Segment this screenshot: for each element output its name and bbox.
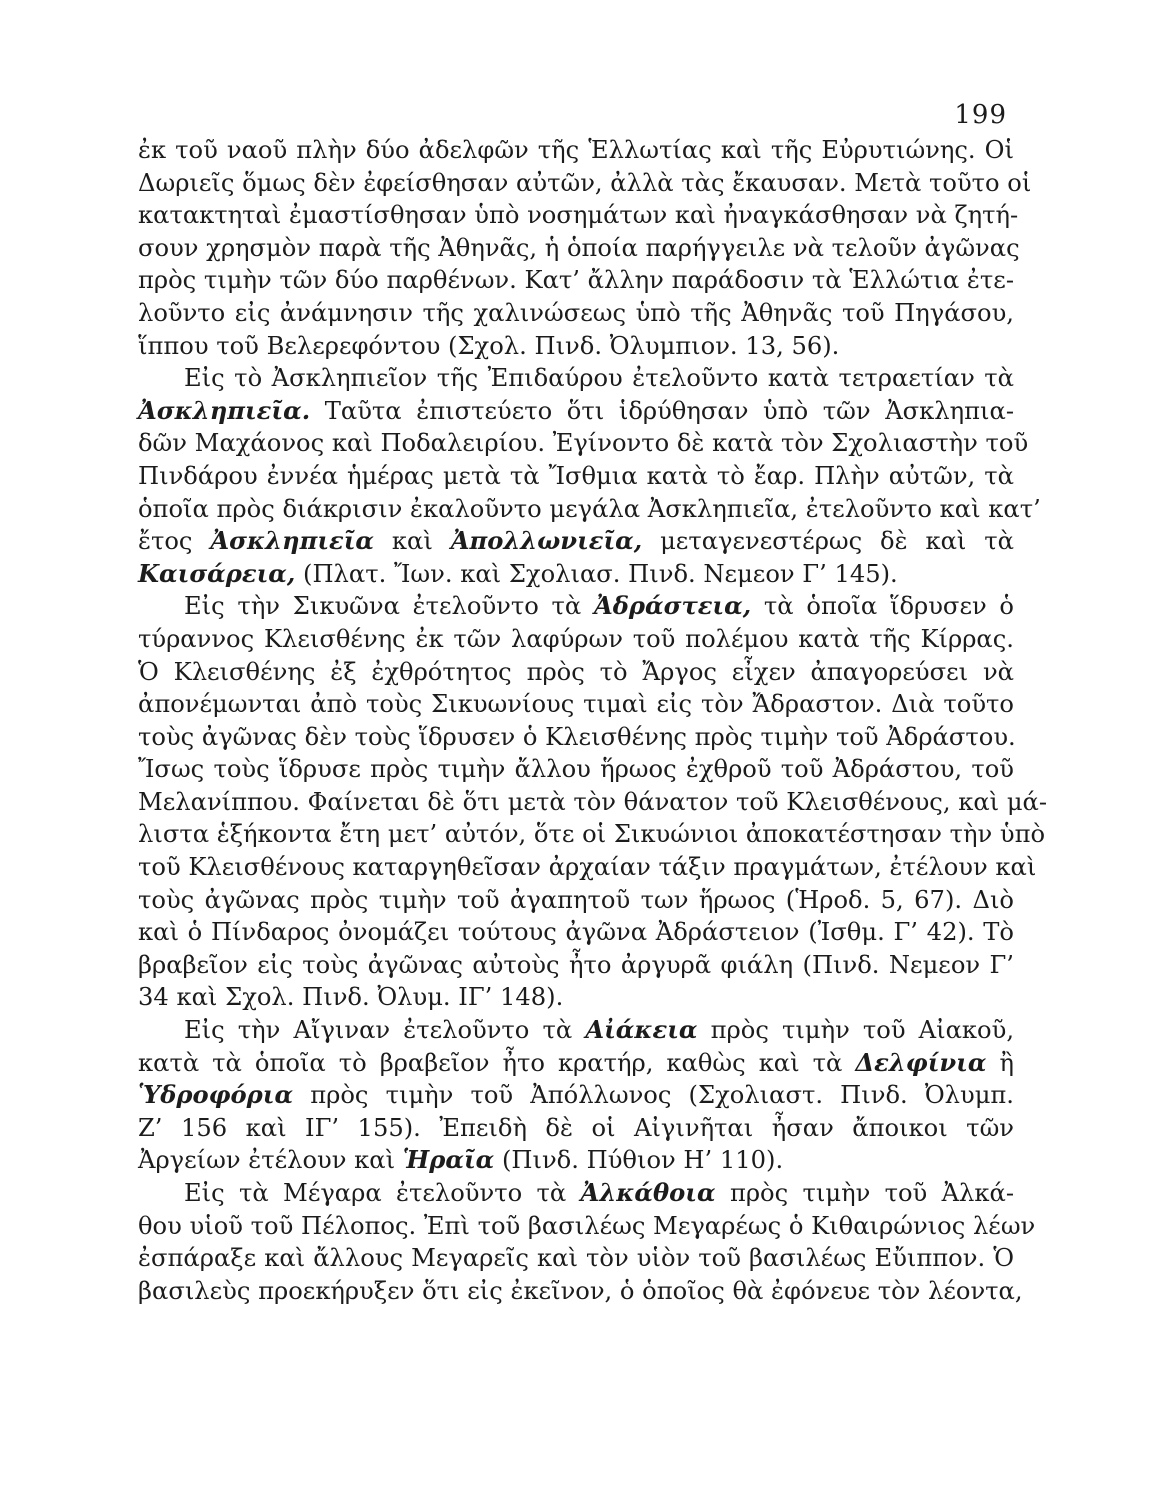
text-line <box>138 427 1029 460</box>
text-line <box>138 1144 1014 1177</box>
text-line <box>138 688 1014 721</box>
text-segment: ἀπονέμωνται ἀπὸ τοὺς Σικυωνίους τιμαὶ εἰς τὸν Ἄδραστον. Διὰ τοῦτο <box>138 690 1014 719</box>
text-segment: Δωριεῖς ὅμως δὲν ἐφείσθησαν αὐτῶν, ἀλλὰ τὰς ἔκαυσαν. Μετὰ τοῦτο οἱ <box>138 168 1032 197</box>
text-segment: Εἰς τὸ Ἀσκληπιεῖον τῆς Ἐπιδαύρου ἐτελοῦντο κατὰ τετραετίαν τὰ <box>184 364 1014 393</box>
text-line <box>138 949 1014 982</box>
text-segment: ἢ <box>986 1048 1014 1077</box>
emphasized-term: Αἰάκεια <box>585 1015 698 1045</box>
text-line <box>138 558 1014 591</box>
text-line <box>138 851 1037 884</box>
emphasized-term: Ἀπολλωνιεῖα, <box>450 526 643 556</box>
text-line <box>138 1210 1036 1243</box>
text-segment: ὁποῖα πρὸς διάκρισιν ἐκαλοῦντο μεγάλα Ἀσκληπιεῖα, ἐτελοῦντο καὶ κατ’ <box>138 494 1041 523</box>
text-segment: Εἰς τὴν Αἴγιναν ἐτελοῦντο τὰ <box>184 1016 586 1045</box>
emphasized-term: Ἀδράστεια, <box>594 591 752 621</box>
text-line <box>138 1047 1014 1080</box>
text-segment: πρὸς τιμὴν τοῦ Ἀπόλλωνος (Σχολιαστ. Πινδ. Ὀλυμπ. <box>293 1081 1014 1110</box>
text-line <box>138 1079 1014 1112</box>
text-segment: Εἰς τὰ Μέγαρα ἐτελοῦντο τὰ <box>184 1179 581 1207</box>
text-segment: Ἀργείων ἐτέλουν καὶ <box>138 1146 403 1175</box>
text-segment: πρὸς τιμὴν τοῦ Αἰακοῦ, <box>697 1016 1015 1045</box>
text-line <box>138 199 1019 232</box>
text-line <box>138 460 1014 493</box>
text-segment: τὰ ὁποῖα ἵδρυσεν ὁ <box>751 592 1014 621</box>
text-segment: Πινδάρου ἐννέα ἡμέρας μετὰ τὰ Ἴσθμια κατὰ τὸ ἔαρ. Πλὴν αὐτῶν, τὰ <box>138 461 1014 490</box>
text-line <box>138 590 1014 623</box>
text-line <box>138 1242 1014 1275</box>
text-segment: κατὰ τὰ ὁποῖα τὸ βραβεῖον ἦτο κρατήρ, καθὼς καὶ τὰ <box>138 1048 856 1077</box>
text-line <box>138 1014 1014 1047</box>
text-line <box>138 362 1014 395</box>
text-segment: βραβεῖον εἰς τοὺς ἀγῶνας αὐτοὺς ἦτο ἀργυρᾶ φιάλη (Πινδ. Νεμεον Γ’ <box>138 950 1014 979</box>
emphasized-term: Ἀλκάθοια <box>580 1178 716 1207</box>
emphasized-term: Δελφίνια <box>855 1047 987 1077</box>
text-segment: ἵππου τοῦ Βελερεφόντου (Σχολ. Πινδ. Ὀλυμπιον. 13, 56). <box>138 331 840 360</box>
text-line <box>138 786 1048 819</box>
text-segment: δῶν Μαχάονος καὶ Ποδαλειρίου. Ἐγίνοντο δὲ κατὰ τὸν Σχολιαστὴν τοῦ <box>138 429 1029 458</box>
text-segment: λιστα ἑξήκοντα ἔτη μετ’ αὐτόν, ὅτε οἱ Σικυώνιοι ἀποκατέστησαν τὴν ὑπὸ <box>138 820 1046 849</box>
text-segment: τοῦ Κλεισθένους καταργηθεῖσαν ἀρχαίαν τάξιν πραγμάτων, ἐτέλουν καὶ <box>138 853 1037 882</box>
text-segment: Ἴσως τοὺς ἵδρυσε πρὸς τιμὴν ἄλλου ἥρωος ἐχθροῦ τοῦ Ἀδράστου, τοῦ <box>138 755 1014 784</box>
text-segment: τοὺς ἀγῶνας δὲν τοὺς ἵδρυσεν ὁ Κλεισθένης πρὸς τιμὴν τοῦ Ἀδράστου. <box>138 722 1016 751</box>
text-line <box>138 1275 1023 1308</box>
text-segment: λοῦντο εἰς ἀνάμνησιν τῆς χαλινώσεως ὑπὸ τῆς Ἀθηνᾶς τοῦ Πηγάσου, <box>138 298 1014 327</box>
text-line <box>138 981 1014 1014</box>
text-line <box>138 721 1014 754</box>
text-line <box>138 395 1014 428</box>
text-segment: θου υἱοῦ τοῦ Πέλοπος. Ἐπὶ τοῦ βασιλέως Μεγαρέως ὁ Κιθαιρώνιος λέων <box>138 1211 1036 1240</box>
text-line <box>138 884 1014 917</box>
text-segment: κατακτηταὶ ἐμαστίσθησαν ὑπὸ νοσημάτων καὶ ἠναγκάσθησαν νὰ ζητή- <box>138 201 1019 230</box>
text-segment: τύραννος Κλεισθένης ἐκ τῶν λαφύρων τοῦ πολέμου κατὰ τῆς Κίρρας. <box>138 624 1014 653</box>
text-line <box>138 297 1014 330</box>
text-line <box>138 753 1014 786</box>
text-line <box>138 525 1014 558</box>
text-line <box>138 134 1014 167</box>
emphasized-term: Ἡραῖα <box>402 1145 495 1175</box>
text-segment: 34 καὶ Σχολ. Πινδ. Ὀλυμ. ΙΓ’ 148). <box>138 983 564 1012</box>
text-segment: (Πλατ. Ἴων. καὶ Σχολιασ. Πινδ. Νεμεον Γ’ 145). <box>295 559 898 588</box>
text-line <box>138 264 1014 297</box>
text-segment: Ζ’ 156 καὶ ΙΓ’ 155). Ἐπειδὴ δὲ οἱ Αἰγινῆται ἦσαν ἄποικοι τῶν <box>138 1113 1014 1142</box>
emphasized-term: Ὑδροφόρια <box>138 1080 294 1110</box>
text-segment: (Πινδ. Πύθιον Η’ 110). <box>494 1146 784 1175</box>
text-line <box>138 167 1032 200</box>
text-segment: βασιλεὺς προεκήρυξεν ὅτι εἰς ἐκεῖνον, ὁ ὁποῖος θὰ ἐφόνευε τὸν λέοντα, <box>138 1276 1023 1305</box>
text-segment: ἐσπάραξε καὶ ἄλλους Μεγαρεῖς καὶ τὸν υἱὸν τοῦ βασιλέως Εὔιππον. Ὁ <box>138 1244 1014 1273</box>
text-segment: μεταγενεστέρως δὲ καὶ τὰ <box>642 527 1014 556</box>
text-line <box>138 1177 1014 1210</box>
text-segment: Εἰς τὴν Σικυῶνα ἐτελοῦντο τὰ <box>184 592 595 621</box>
text-segment: πρὸς τιμὴν τοῦ Ἀλκά- <box>715 1179 1014 1207</box>
emphasized-term: Ἀσκληπιεῖα <box>210 526 375 556</box>
text-segment: καὶ <box>374 527 451 556</box>
text-line <box>138 1112 1014 1145</box>
text-segment: καὶ ὁ Πίνδαρος ὀνομάζει τούτους ἀγῶνα Ἀδράστειον (Ἰσθμ. Γ’ 42). Τὸ <box>138 918 1014 947</box>
text-line <box>138 818 1046 851</box>
text-segment: Ταῦτα ἐπιστεύετο ὅτι ἱδρύθησαν ὑπὸ τῶν Ἀσκληπια- <box>310 396 1014 425</box>
text-segment: τοὺς ἀγῶνας πρὸς τιμὴν τοῦ ἀγαπητοῦ των ἥρωος (Ἡροδ. 5, 67). Διὸ <box>138 885 1014 914</box>
text-segment: σουν χρησμὸν παρὰ τῆς Ἀθηνᾶς, ἡ ὁποία παρήγγειλε νὰ τελοῦν ἀγῶνας <box>138 233 1020 262</box>
text-segment: πρὸς τιμὴν τῶν δύο παρθένων. Κατ’ ἄλλην παράδοσιν τὰ Ἑλλώτια ἐτε- <box>138 266 1014 295</box>
emphasized-term: Καισάρεια, <box>138 558 296 588</box>
text-segment: ἐκ τοῦ ναοῦ πλὴν δύο ἀδελφῶν τῆς Ἑλλωτίας καὶ τῆς Εὐρυτιώνης. Οἱ <box>138 136 1014 164</box>
text-segment: Μελανίππου. Φαίνεται δὲ ὅτι μετὰ τὸν θάνατον τοῦ Κλεισθένους, καὶ μά- <box>138 787 1048 816</box>
page-number: 199 <box>954 100 1007 130</box>
text-line <box>138 330 1014 363</box>
text-line <box>138 656 1014 689</box>
text-line <box>138 232 1020 265</box>
text-line <box>138 623 1014 656</box>
body-text <box>138 134 1048 1307</box>
text-line <box>138 916 1014 949</box>
text-segment: ἔτος <box>138 527 211 556</box>
text-line <box>138 493 1041 526</box>
text-segment: Ὁ Κλεισθένης ἐξ ἐχθρότητος πρὸς τὸ Ἄργος εἶχεν ἀπαγορεύσει νὰ <box>138 657 1014 686</box>
emphasized-term: Ἀσκληπιεῖα. <box>138 395 311 425</box>
